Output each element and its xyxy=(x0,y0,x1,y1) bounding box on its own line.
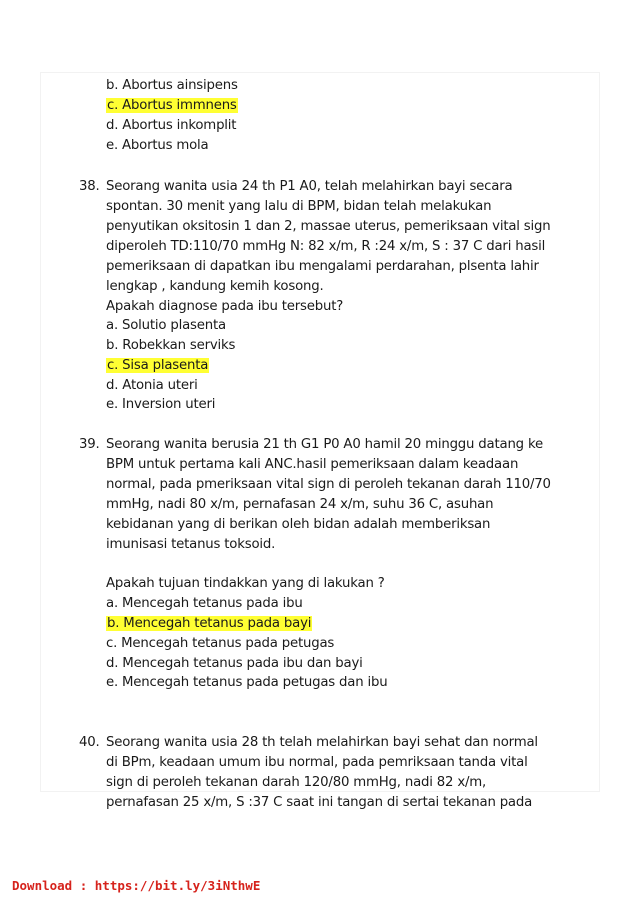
q38-option-d: d. Atonia uteri xyxy=(106,378,198,393)
q39-line-2: BPM untuk pertama kali ANC.hasil pemeriksaan dalam keadaan xyxy=(106,457,519,472)
option-prev-d: d. Abortus inkomplit xyxy=(106,118,237,133)
q39-line-4: mmHg, nadi 80 x/m, pernafasan 24 x/m, suhu 36 C, asuhan xyxy=(106,497,494,512)
option-prev-c-answer xyxy=(106,97,238,115)
question-number-39: 39. xyxy=(79,437,100,452)
q38-option-b: b. Robekkan serviks xyxy=(106,338,236,353)
question-number-40: 40. xyxy=(79,735,100,750)
q38-question: Apakah diagnose pada ibu tersebut? xyxy=(106,299,344,314)
q39-question: Apakah tujuan tindakkan yang di lakukan ? xyxy=(106,576,385,591)
q38-line-2: spontan. 30 menit yang lalu di BPM, bidan telah melakukan xyxy=(106,199,492,214)
q38-line-6: lengkap , kandung kemih kosong. xyxy=(106,279,324,294)
q39-line-1: Seorang wanita berusia 21 th G1 P0 A0 hamil 20 minggu datang ke xyxy=(106,437,543,452)
q38-option-e: e. Inversion uteri xyxy=(106,397,216,412)
q39-option-e: e. Mencegah tetanus pada petugas dan ibu xyxy=(106,675,388,690)
q40-line-2: di BPm, keadaan umum ibu normal, pada pemriksaan tanda vital xyxy=(106,755,528,770)
q40-line-4: pernafasan 25 x/m, S :37 C saat ini tangan di sertai tekanan pada xyxy=(106,795,533,810)
q39-option-a: a. Mencegah tetanus pada ibu xyxy=(106,596,303,611)
q39-line-5: kebidanan yang di berikan oleh bidan adalah memberiksan xyxy=(106,517,491,532)
q39-option-d: d. Mencegah tetanus pada ibu dan bayi xyxy=(106,656,363,671)
question-number-38: 38. xyxy=(79,179,100,194)
option-prev-e: e. Abortus mola xyxy=(106,138,209,153)
q39-option-c: c. Mencegah tetanus pada petugas xyxy=(106,636,335,651)
option-prev-b: b. Abortus ainsipens xyxy=(106,78,238,93)
q39-line-3: normal, pada pmeriksaan vital sign di peroleh tekanan darah 110/70 xyxy=(106,477,551,492)
q38-option-a: a. Solutio plasenta xyxy=(106,318,226,333)
q38-line-3: penyutikan oksitosin 1 dan 2, massae uterus, pemeriksaan vital sign xyxy=(106,219,551,234)
q38-line-5: pemeriksaan di dapatkan ibu mengalami perdarahan, plsenta lahir xyxy=(106,259,539,274)
q40-line-3: sign di peroleh tekanan darah 120/80 mmHg, nadi 82 x/m, xyxy=(106,775,487,790)
q38-option-c-answer xyxy=(106,357,209,375)
answer-highlight: c. Sisa plasenta xyxy=(107,358,209,373)
q38-line-1: Seorang wanita usia 24 th P1 A0, telah melahirkan bayi secara xyxy=(106,179,513,194)
q40-line-1: Seorang wanita usia 28 th telah melahirkan bayi sehat dan normal xyxy=(106,735,538,750)
q39-option-b-answer xyxy=(106,615,312,633)
answer-highlight: c. Abortus immnens xyxy=(107,98,237,113)
answer-highlight: b. Mencegah tetanus pada bayi xyxy=(107,616,312,631)
q39-line-6: imunisasi tetanus toksoid. xyxy=(106,537,276,552)
download-link[interactable]: Download : https://bit.ly/3iNthwE xyxy=(12,878,261,893)
q38-line-4: diperoleh TD:110/70 mmHg N: 82 x/m, R :24 x/m, S : 37 C dari hasil xyxy=(106,239,546,254)
